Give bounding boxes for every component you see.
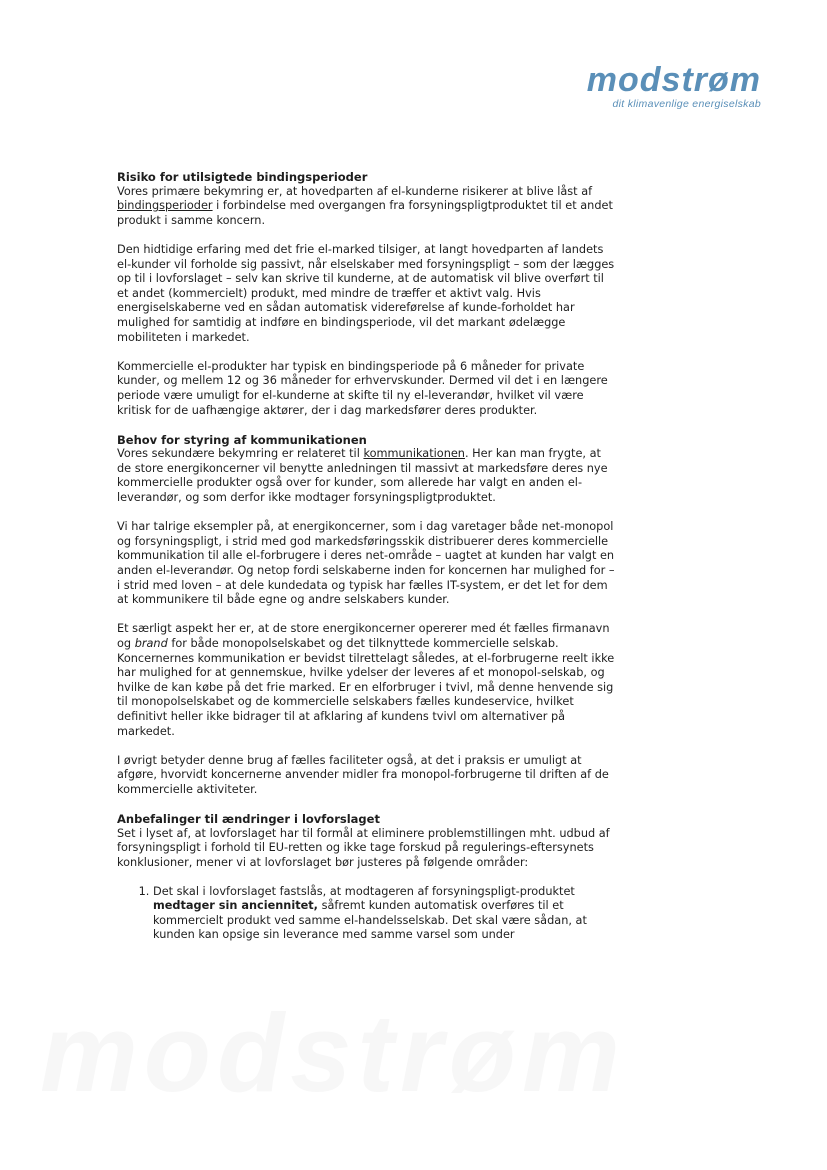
italic-term: brand [134,637,168,650]
section-recommendations [117,812,617,943]
logo-wordmark: modstrøm [586,61,761,99]
paragraph: Kommercielle el-produkter har typisk en bindingsperiode på 6 måneder for private kunder, og mellem 12 og 36 måneder for erhvervskunder. Dermed vil det i en længere periode være umuligt for el-kunderne at skifte til ny el-leverandør, hvilket vil være kritisk for de uafhængige aktører, der i dag markedsfører deres produkter. [117,359,608,417]
text-run: Vores primære bekymring er, at hovedparten af el-kunderne risikerer at blive låst af [117,184,593,198]
section-communication [117,433,617,798]
text-run: for både monopolselskabet og det tilknyttede kommercielle selskab. Koncernernes kommunikation er bevidst tilrettelagt således, at el-forbrugerne reelt ikke har mulighed for at gennemskue, hvilke ydelser der leveres af et monopol-selskab, og hvilke de kan købe på det frie marked. Er en elforbruger i tvivl, må denne henvende sig til monopolselskabet og de kommercielle selskabers fælles kundeservice, hvilket definitivt heller ikke bidrager til at afklaring af kundens tvivl om alternativer på markedet. [117,637,615,738]
text-run: i forbindelse med overgangen fra forsyningspligtproduktet til et andet produkt i samme koncern. [117,199,613,227]
text-run: Vores sekundære bekymring er relateret til [117,447,364,461]
paragraph [117,185,617,229]
recommendation-list [117,885,617,943]
underlined-term: kommunikationen [363,447,465,461]
paragraph: Set i lyset af, at lovforslaget har til formål at eliminere problemstillingen mht. udbud af forsyningspligt i forhold til EU-retten og ikke tage forskud på regulerings-eftersynets konklusioner, mener vi at lovforslaget bør justeres på følgende områder: [117,826,610,869]
text-run: Det skal i lovforslaget fastslås, at modtageren af forsyningspligt-produktet [153,884,575,898]
paragraph [117,447,617,505]
section-binding-periods [117,170,617,418]
underlined-term: bindingsperioder [117,199,213,213]
text-run: Et særligt aspekt her er, at de store energikoncerner opererer med ét fælles firmanavn og [117,622,610,650]
section-heading: Anbefalinger til ændringer i lovforslaget [117,812,380,827]
paragraph [117,622,617,739]
paragraph: I øvrigt betyder denne brug af fælles faciliteter også, at det i praksis er umuligt at afgøre, hvorvidt koncernerne anvender midler fra monopol-forbrugerne til driften af de kommercielle aktiviteter. [117,753,609,796]
list-item [153,885,617,943]
watermark-logo: modstrøm [40,992,626,1115]
bold-term: medtager sin anciennitet, [153,899,318,913]
paragraph: Den hidtidige erfaring med det frie el-marked tilsiger, at langt hovedparten af landets el-kunder vil forholde sig passivt, når elselskaber med forsyningspligt – som der lægges op til i lovforslaget – selv kan skrive til kunderne, at de automatisk vil blive overført til et andet (kommercielt) produkt, med mindre de træffer et aktivt valg. Hvis energiselskaberne ved en sådan automatisk videreførelse af kunde-forholdet har mulighed for samtidig at indføre en bindingsperiode, vil det markant ødelægge mobiliteten i markedet. [117,242,615,344]
text-run: såfremt kunden automatisk overføres til et kommercielt produkt ved samme el-handelsselskab. Det skal være sådan, at kunden kan opsige sin leverance med samme varsel som under [153,899,587,942]
paragraph: Vi har talrige eksempler på, at energikoncerner, som i dag varetager både net-monopol og forsyningspligt, i strid med god markedsføringsskik distribuerer deres kommercielle kommunikation til alle el-forbrugere i deres net-område – uagtet at kunden har valgt en anden el-leverandør. Og netop fordi selskaberne inden for koncernen har mulighed for – i strid med loven – at dele kundedata og typisk har fælles IT-system, er det let for dem at kommunikere til både egne og andre selskabers kunder. [117,520,615,607]
section-heading: Risiko for utilsigtede bindingsperioder [117,170,368,184]
document-body [117,170,617,943]
text-run: . Her kan man frygte, at de store energikoncerner vil benytte anledningen til massivt at markedsføre deres nye kommercielle produkter også over for kunder, som allerede har valgt en anden el-leverandør, og som derfor ikke modtager forsyningspligtproduktet. [117,447,608,505]
company-logo [587,62,761,110]
section-heading: Behov for styring af kommunikationen [117,432,367,447]
logo-tagline: dit klimavenlige energiselskab [612,98,761,110]
